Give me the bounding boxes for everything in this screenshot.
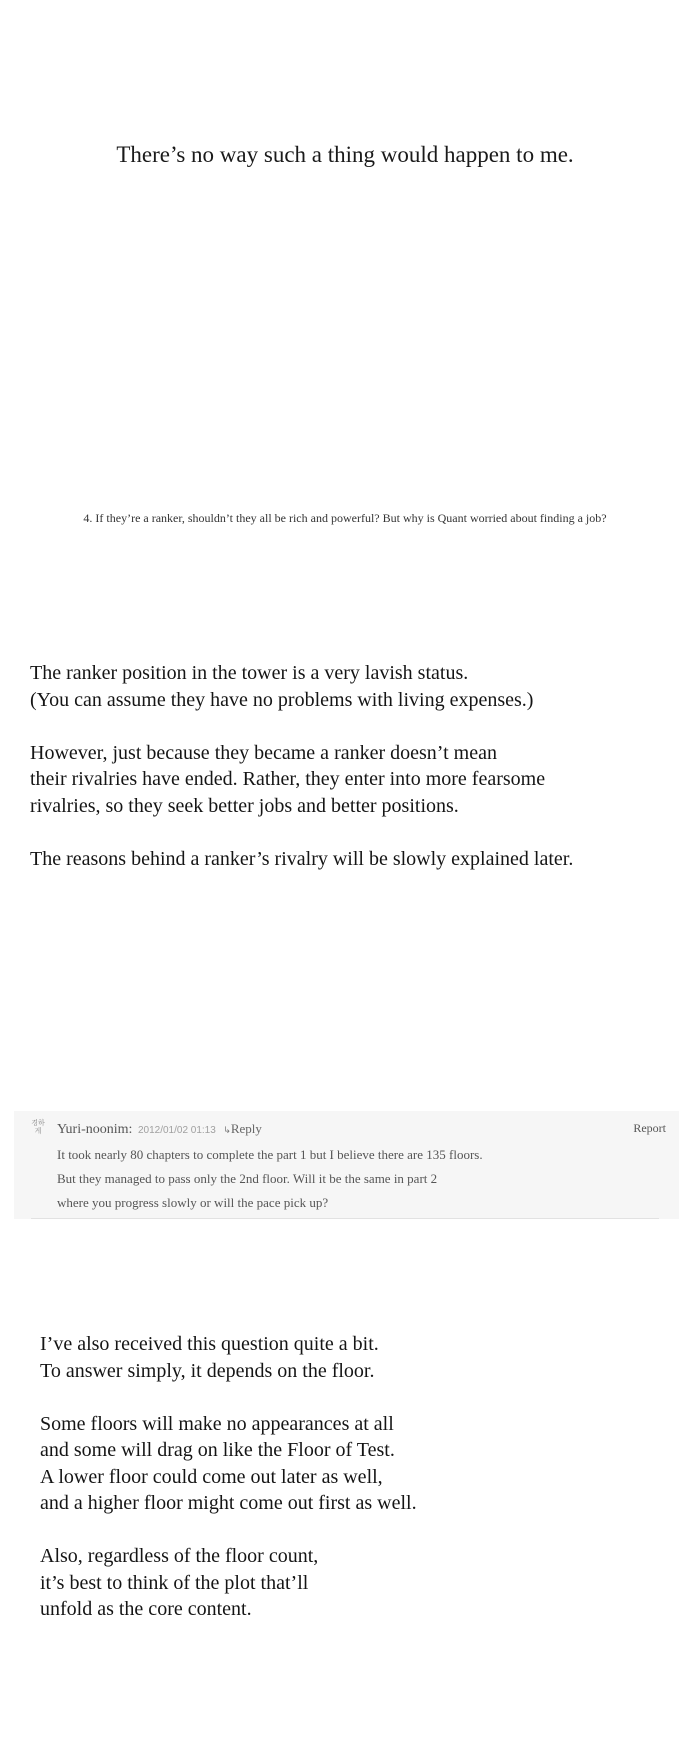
comment-card <box>14 1111 679 1219</box>
comment-date: 2012/01/02 01:13 <box>137 1125 216 1136</box>
avatar-text: 경하 게 <box>31 1119 45 1135</box>
comment-header <box>57 1120 262 1140</box>
commenter-avatar-icon <box>28 1119 48 1137</box>
opening-line: There’s no way such a thing would happen to me. <box>116 142 574 167</box>
answer-line: A lower floor could come out later as well, <box>40 1465 383 1488</box>
answer-line: their rivalries have ended. Rather, they enter into more fearsome <box>30 768 546 790</box>
answer-line: unfold as the core content. <box>40 1598 252 1620</box>
answer-line: However, just because they became a ranker doesn’t mean <box>30 741 497 764</box>
answer-line: The reasons behind a ranker’s rivalry will be slowly explained later. <box>30 847 574 870</box>
answer-line: I’ve also received this question quite a bit. <box>40 1333 379 1355</box>
answer-line: rivalries, so they seek better jobs and better positions. <box>30 794 459 817</box>
answer-block-2 <box>40 1331 417 1623</box>
answer-line: it’s best to think of the plot that’ll <box>40 1571 309 1594</box>
comment-body <box>57 1143 483 1215</box>
answer-line: Some floors will make no appearances at all <box>40 1412 394 1435</box>
answer-line: (You can assume they have no problems with living expenses.) <box>30 688 534 711</box>
answer-line: and a higher floor might come out first as well. <box>40 1492 417 1514</box>
reply-label: Reply <box>230 1121 262 1136</box>
comment-line: It took nearly 80 chapters to complete the part 1 but I believe there are 135 floors. <box>57 1147 483 1162</box>
faq-question: 4. If they’re a ranker, shouldn’t they all be rich and powerful? But why is Quant worried about finding a job? <box>83 511 607 525</box>
comment-line: But they managed to pass only the 2nd floor. Will it be the same in part 2 <box>57 1171 438 1186</box>
comment-author: Yuri-noonim: <box>57 1122 133 1137</box>
comment-divider <box>31 1218 659 1219</box>
reply-arrow-icon: ↳ <box>223 1126 231 1136</box>
answer-line: and some will drag on like the Floor of Test. <box>40 1439 395 1461</box>
answer-line: The ranker position in the tower is a very lavish status. <box>30 662 469 684</box>
answer-line: To answer simply, it depends on the floor. <box>40 1359 375 1382</box>
reply-link[interactable] <box>223 1121 262 1136</box>
answer-block-1 <box>30 660 573 872</box>
comment-line: where you progress slowly or will the pace pick up? <box>57 1195 329 1210</box>
report-link[interactable]: Report <box>633 1121 666 1135</box>
answer-line: Also, regardless of the floor count, <box>40 1545 319 1567</box>
